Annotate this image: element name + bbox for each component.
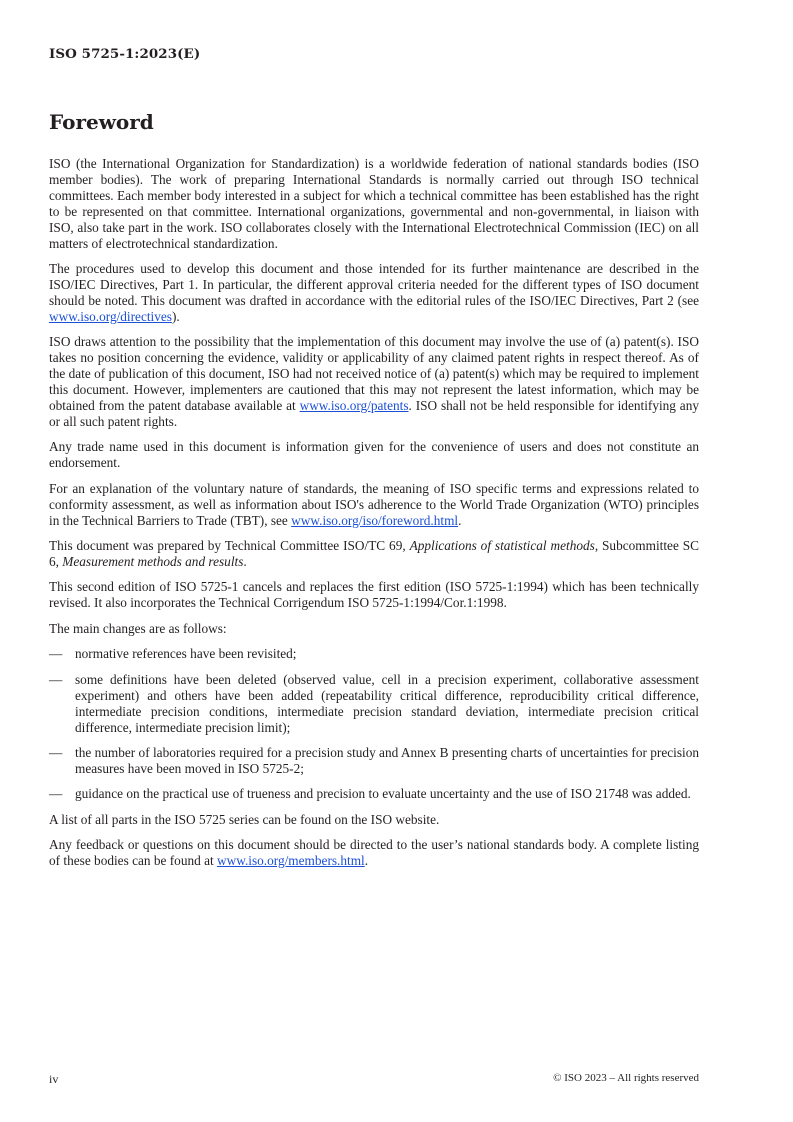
dash-bullet: — — [49, 745, 63, 761]
copyright-notice: © ISO 2023 – All rights reserved — [553, 1072, 699, 1084]
paragraph-text: . — [458, 512, 462, 528]
paragraph-trade-name: Any trade name used in this document is information given for the convenience of users and does not constitute an endorsement. — [49, 439, 699, 471]
dash-bullet: — — [49, 671, 63, 687]
paragraph-text: ISO draws attention to the possibility that the implementation of this document may involve the use of (a) patent(s). ISO takes no position concerning the evidence, validity or applicability of any claimed patent rights in respect thereof. As of the date of publication of this document, ISO had not received notice of (a) patent(s) which may be required to implement this document. However, implementers are cautioned that this may not represent the latest information, which may be obtained from the patent database available at — [49, 334, 699, 413]
paragraph-text: , Subcommittee SC 6, — [49, 538, 699, 569]
dash-bullet: — — [49, 646, 63, 662]
paragraph-voluntary-nature — [49, 481, 699, 529]
paragraph-text: For an explanation of the voluntary nature of standards, the meaning of ISO specific terms and expressions related to conformity assessment, as well as information about ISO's adherence to the World Trade Organization (WTO) principles in the Technical Barriers to Trade (TBT), see — [49, 480, 699, 528]
list-item-text: the number of laboratories required for a precision study and Annex B presenting charts of uncertainties for precision measures have been moved in ISO 5725-2; — [75, 745, 699, 776]
paragraph-edition: This second edition of ISO 5725-1 cancels and replaces the first edition (ISO 5725-1:1994) which has been technically revised. It also incorporates the Technical Corrigendum ISO 5725-1:1994/Cor.1:1998. — [49, 579, 699, 611]
list-item — [49, 672, 699, 736]
paragraph-main-changes: The main changes are as follows: — [49, 620, 227, 636]
paragraph-prepared-by — [49, 538, 699, 570]
link-patents[interactable]: www.iso.org/patents — [299, 397, 409, 413]
link-members[interactable]: www.iso.org/members.html — [217, 853, 365, 869]
page-title: Foreword — [49, 110, 154, 134]
list-item — [49, 786, 699, 802]
page-number: iv — [49, 1072, 59, 1086]
paragraph-text: Any feedback or questions on this document should be directed to the user’s national standards body. A complete listing of these bodies can be found at — [49, 837, 699, 869]
paragraph-text: . ISO shall not be held responsible for identifying any or all such patent rights. — [49, 397, 699, 429]
paragraph-procedures — [49, 261, 699, 325]
page-footer — [49, 1072, 699, 1087]
list-item — [49, 646, 699, 662]
paragraph-text: The procedures used to develop this document and those intended for its further maintenance are described in the ISO/IEC Directives, Part 1. In particular, the different approval criteria needed for the different types of ISO document should be noted. This document was drafted in accordance with the editorial rules of the ISO/IEC Directives, Part 2 (see — [49, 261, 699, 308]
paragraph-text: ). — [171, 308, 180, 324]
list-item-text: normative references have been revisited; — [75, 646, 297, 662]
dash-bullet: — — [49, 786, 63, 802]
document-id-header: ISO 5725-1:2023(E) — [49, 46, 201, 62]
committee-title: Applications of statistical methods — [409, 538, 595, 553]
changes-list — [49, 646, 699, 802]
list-item-text: some definitions have been deleted (observed value, cell in a precision experiment, collaborative assessment experiment) and others have been added (repeatability critical difference, reproducibility critical difference, intermediate precision conditions, intermediate precision standard deviation, intermediate precision critical difference, intermediate precision limit); — [75, 671, 699, 735]
paragraph-text: . — [243, 553, 247, 569]
foreword-body — [49, 156, 699, 879]
paragraph-series-list: A list of all parts in the ISO 5725 series can be found on the ISO website. — [49, 811, 440, 827]
paragraph-text: . — [364, 853, 369, 869]
paragraph-iso-intro: ISO (the International Organization for Standardization) is a worldwide federation of national standards bodies (ISO member bodies). The work of preparing International Standards is normally carried out through ISO technical committees. Each member body interested in a subject for which a technical committee has been established has the right to be represented on that committee. International organizations, governmental and non-governmental, in liaison with ISO, also take part in the work. ISO collaborates closely with the International Electrotechnical Commission (IEC) on all matters of electrotechnical standardization. — [49, 156, 699, 251]
paragraph-text: This document was prepared by Technical Committee ISO/TC 69, — [49, 538, 410, 553]
subcommittee-title: Measurement methods and results — [62, 553, 244, 569]
paragraph-feedback — [49, 837, 699, 869]
list-item-text: guidance on the practical use of trueness and precision to evaluate uncertainty and the use of ISO 21748 was added. — [75, 786, 691, 802]
link-foreword[interactable]: www.iso.org/iso/foreword.html — [291, 512, 459, 528]
link-directives[interactable]: www.iso.org/directives — [49, 308, 172, 324]
paragraph-patents — [49, 334, 699, 429]
list-item — [49, 745, 699, 777]
